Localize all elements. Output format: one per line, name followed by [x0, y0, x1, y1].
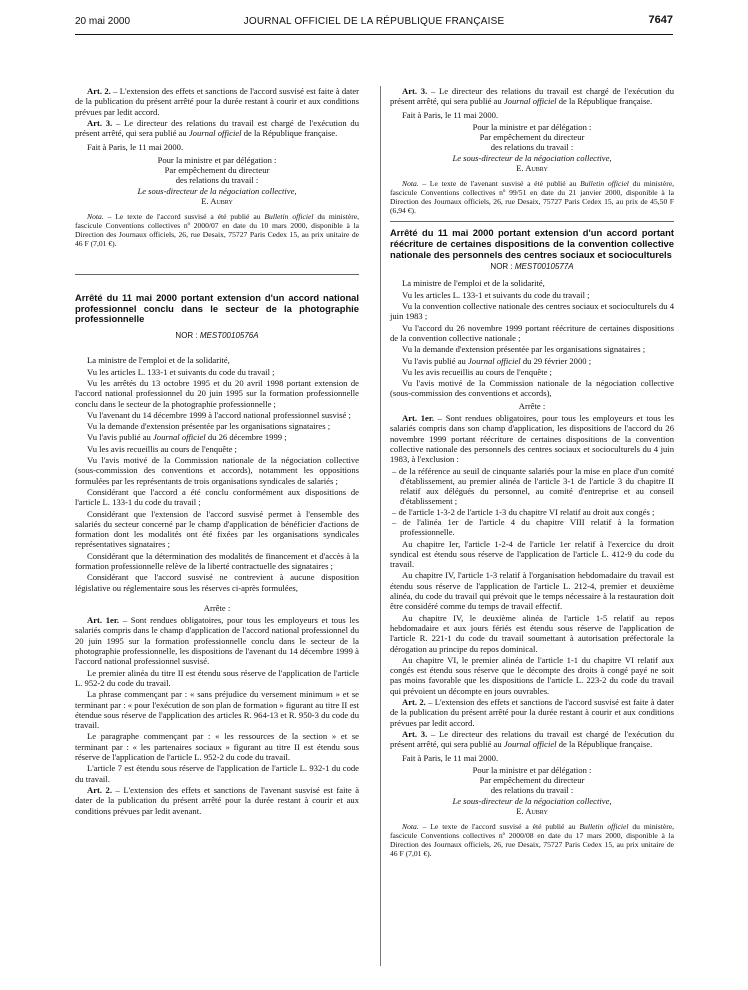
- exclusion-item: – de l'alinéa 1er de l'article 4 du chapitre VIII relatif à la formation professionnelle.: [390, 517, 674, 538]
- article-2: Art. 2. – L'extension des effets et sanctions de l'accord susvisé est faite à dater de la publication du présent arrêté pour la durée restant à courir et aux conditions prévues par ledit accord.: [75, 86, 360, 117]
- article-1: Art. 1er. – Sont rendues obligatoires, pour tous les employeurs et tous les salariés compris dans le champ d'application de l'accord national professionnel du 20 juin 1995 sur la formation professionnelle conclu dans le secteur de la photographie professionnelle, les dispositions de l'avenant du 14 décembre 1999 à l'accord national professionnel susvisé.: [75, 615, 359, 667]
- arrete-heading: Arrêté du 11 mai 2000 portant extension d'un accord portant réécriture de certaines dispositions de la convention collective nationale des personnels des centres sociaux et socioculturels: [390, 227, 674, 260]
- section-rule: [75, 274, 359, 275]
- nor-reference: NOR : MEST0010577A: [490, 262, 574, 272]
- fait-a-paris-2: Fait à Paris, le 11 mai 2000.: [402, 752, 499, 763]
- fait-a-paris: Fait à Paris, le 11 mai 2000.: [87, 142, 184, 153]
- column-separator: [380, 86, 381, 966]
- header-date: 20 mai 2000: [75, 16, 131, 27]
- visa-2: Vu les articles L. 133-1 et suivants du code du travail ;: [402, 289, 590, 300]
- arrete-label: Arrête :: [518, 400, 546, 411]
- signature-block: Pour la ministre et par délégation : Par empêchement du directeur des relations du travail : Le sous-directeur de la négociation collective, E. Aubry: [452, 121, 612, 174]
- article-1-para-3: La phrase commençant par : « sans préjudice du versement minimum » et se terminant par : « pour l'exécution de son plan de formation » figurant au titre II est étendue sous réserve de l'application des articles R. 964-13 et R. 950-3 du code du travail.: [75, 689, 359, 731]
- considerant-4: Considérant que l'accord susvisé ne contrevient à aucune disposition législative ou réglementaire sous les réserves ci-après formulées,: [75, 572, 359, 593]
- visa-1: La ministre de l'emploi et de la solidarité,: [402, 278, 545, 289]
- nor-reference: NOR : MESТ0010576A: [175, 331, 259, 341]
- visa-7: Vu les avis recueillis au cours de l'enquête ;: [87, 443, 237, 454]
- article-3: Art. 3. – Le directeur des relations du travail est chargé de l'exécution du présent arrêté, qui sera publié au Journal officiel de la République française.: [390, 86, 675, 107]
- right-column: [390, 86, 674, 859]
- article-1-para-2: Le premier alinéa du titre II est étendu sous réserve de l'application de l'article L. 952-2 du code du travail.: [75, 667, 359, 688]
- visa-5: Vu la demande d'extension présentée par les organisations signataires ;: [402, 344, 646, 355]
- nota-2: Nota. – Le texte de l'accord susvisé a été publié au Bulletin officiel du ministère, fascicule Conventions collectives nº 2000/08 en date du 17 mars 2000, disponible à la Direction des Journaux officiels, 26, rue Desaix, 75727 Paris Cedex 15, au prix unitaire de 46 F (7,01 €).: [390, 822, 675, 859]
- chapitre-1: Au chapitre Ier, l'article 1-2-4 de l'article 1er relatif à l'exercice du droit syndical est étendu sous réserve de l'application de l'article L. 412-9 du code du travail.: [390, 538, 674, 570]
- page-number: 7647: [648, 14, 673, 26]
- section-rule: [390, 221, 674, 222]
- visa-4: Vu l'accord du 26 novembre 1999 portant réécriture de certaines dispositions de la convention collective nationale ;: [390, 322, 674, 343]
- visa-5: Vu la demande d'extension présentée par les organisations signataires ;: [87, 421, 331, 432]
- article-2: Art. 2. – L'extension des effets et sanctions de l'accord susvisé est faite à dater de la publication du présent arrêté pour la durée restant à courir et aux conditions prévues par ledit accord.: [390, 697, 675, 728]
- visa-3: Vu la convention collective nationale des centres sociaux et socioculturels du 4 juin 1983 ;: [390, 301, 674, 322]
- signature-block-2: Pour la ministre et par délégation : Par empêchement du directeur des relations du travail : Le sous-directeur de la négociation collective, E. Aubry: [452, 764, 612, 816]
- visa-1: La ministre de l'emploi et de la solidarité,: [87, 355, 230, 366]
- fait-a-paris: Fait à Paris, le 11 mai 2000.: [402, 109, 499, 120]
- header-rule: [75, 34, 673, 35]
- considerant-2: Considérant que l'extension de l'accord susvisé permet à l'ensemble des salariés du secteur concerné par le champ d'application de bénéficier d'actions de formation dont les modalités ont été fixées par les organisations syndicales représentatives signataires ;: [75, 508, 359, 550]
- signature-block: Pour la ministre et par délégation : Par empêchement du directeur des relations du travail : Le sous-directeur de la négociation collective, E. Aubry: [137, 154, 297, 206]
- visa-8: Vu l'avis motivé de la Commission nationale de la négociation collective (sous-commission des conventions et accords), notamment les oppositions formulées par les représentants de trois organisations syndicales de salariés ;: [75, 455, 359, 486]
- visa-3: Vu les arrêtés du 13 octobre 1995 et du 20 avril 1998 portant extension de l'accord national professionnel du 20 juin 1995 sur la formation professionnelle conclu dans le secteur de la photographie professionnelle ;: [75, 377, 359, 409]
- journal-title: JOURNAL OFFICIEL DE LA RÉPUBLIQUE FRANÇAISE: [243, 16, 505, 27]
- left-column: [75, 86, 359, 817]
- visa-6: Vu l'avis publié au Journal officiel du 29 février 2000 ;: [402, 355, 592, 366]
- exclusion-item: – de l'article 1-3-2 de l'article 1-3 du chapitre VI relatif au droit aux congés ;: [390, 507, 674, 517]
- exclusion-list: [390, 466, 674, 538]
- visa-8: Vu l'avis motivé de la Commission nationale de la négociation collective (sous-commission des conventions et accords),: [390, 378, 674, 399]
- considerant-3: Considérant que la détermination des modalités de financement et d'accès à la formation professionnelle relève de la liberté contractuelle des signataires ;: [75, 550, 359, 571]
- article-3-final: Art. 3. – Le directeur des relations du travail est chargé de l'exécution du présent arrêté, qui sera publié au Journal officiel de la République française.: [390, 728, 675, 750]
- visa-4: Vu l'avenant du 14 décembre 1999 à l'accord national professionnel susvisé ;: [87, 409, 351, 420]
- visa-7: Vu les avis recueillis au cours de l'enquête ;: [402, 366, 552, 377]
- nota: Nota. – Le texte de l'avenant susvisé a été publié au Bulletin officiel du ministère, fascicule Conventions collectives nº 99/51 en date du 21 janvier 2000, disponible à la Direction des Journaux officiels, 26, rue Desaix, 75727 Paris Cedex 15, au prix de 45,50 F (6,94 €).: [390, 179, 675, 216]
- exclusion-item: – de la référence au seuil de cinquante salariés pour la mise en place d'un comité d'établissement, au premier alinéa de l'article 3-1 de l'article 3 du chapitre II relatif aux délégués du personnel, au comité d'entreprise et au conseil d'établissement ;: [390, 466, 674, 507]
- page-header: [75, 14, 673, 32]
- article-2-final: Art. 2. – L'extension des effets et sanctions de l'avenant susvisé est faite à dater de la publication du présent arrêté pour la durée restant à courir et aux conditions prévues par ledit avenant.: [75, 784, 360, 816]
- chapitre-4b: Au chapitre IV, le deuxième alinéa de l'article 1-5 relatif au repos hebdomadaire et aux jours fériés est étendu sous réserve de l'application de l'article R. 221-1 du code du travail soumettant à autorisation préfectorale la dérogation au principe du repos dominical.: [390, 612, 674, 654]
- visa-2: Vu les articles L. 133-1 et suivants du code du travail ;: [87, 366, 275, 377]
- chapitre-6: Au chapitre VI, le premier alinéa de l'article 1-1 du chapitre VI relatif aux congés est étendu sous réserve que le décompte des droits à congé payé ne soit pas moins favorable que les dispositions de l'article L. 223-2 du code du travail qui prévoient un décompte en jours ouvrables.: [390, 654, 674, 696]
- article-3: Art. 3. – Le directeur des relations du travail est chargé de l'exécution du présent arrêté, qui sera publié au Journal officiel de la République française.: [75, 117, 360, 139]
- arrete-label: Arrête :: [203, 602, 231, 613]
- considerant-1: Considérant que l'accord a été conclu conformément aux dispositions de l'article L. 133-1 du code du travail ;: [75, 486, 359, 508]
- article-1-para-4: Le paragraphe commençant par : « les ressources de la section » et se terminant par : « les partenaires sociaux » figurant au titre II est étendu sous réserve de l'application de l'article L. 952-2 du code du travail.: [75, 731, 359, 763]
- article-1: Art. 1er. – Sont rendues obligatoires, pour tous les employeurs et tous les salariés compris dans son champ d'application, les dispositions de l'accord du 26 novembre 1999 portant réécriture de certaines dispositions de la convention collective nationale des personnels des centres sociaux et socioculturels du 4 juin 1983, à l'exclusion :: [390, 413, 674, 465]
- nota: Nota. – Le texte de l'accord susvisé a été publié au Bulletin officiel du ministère, fascicule Conventions collectives nº 2000/07 en date du 10 mars 2000, disponible à la Direction des Journaux officiels, 26, rue Desaix, 75727 Paris Cedex 15, au prix unitaire de 46 F (7,01 €).: [75, 212, 360, 249]
- arrete-heading: Arrêté du 11 mai 2000 portant extension d'un accord national professionnel conclu dans le secteur de la photographie professionnelle: [75, 292, 359, 325]
- visa-6: Vu l'avis publié au Journal officiel du 26 décembre 1999 ;: [87, 432, 287, 443]
- chapitre-4a: Au chapitre IV, l'article 1-3 relatif à l'organisation hebdomadaire du travail est étendu sous réserve de l'application de l'article L. 212-4, premier et deuxième alinéa, du code du travail qui prévoit que le temps nécessaire à la restauration doit être considéré comme du temps de travail effectif.: [390, 570, 674, 612]
- article-1-para-5: L'article 7 est étendu sous réserve de l'application de l'article L. 932-1 du code du travail.: [75, 763, 359, 784]
